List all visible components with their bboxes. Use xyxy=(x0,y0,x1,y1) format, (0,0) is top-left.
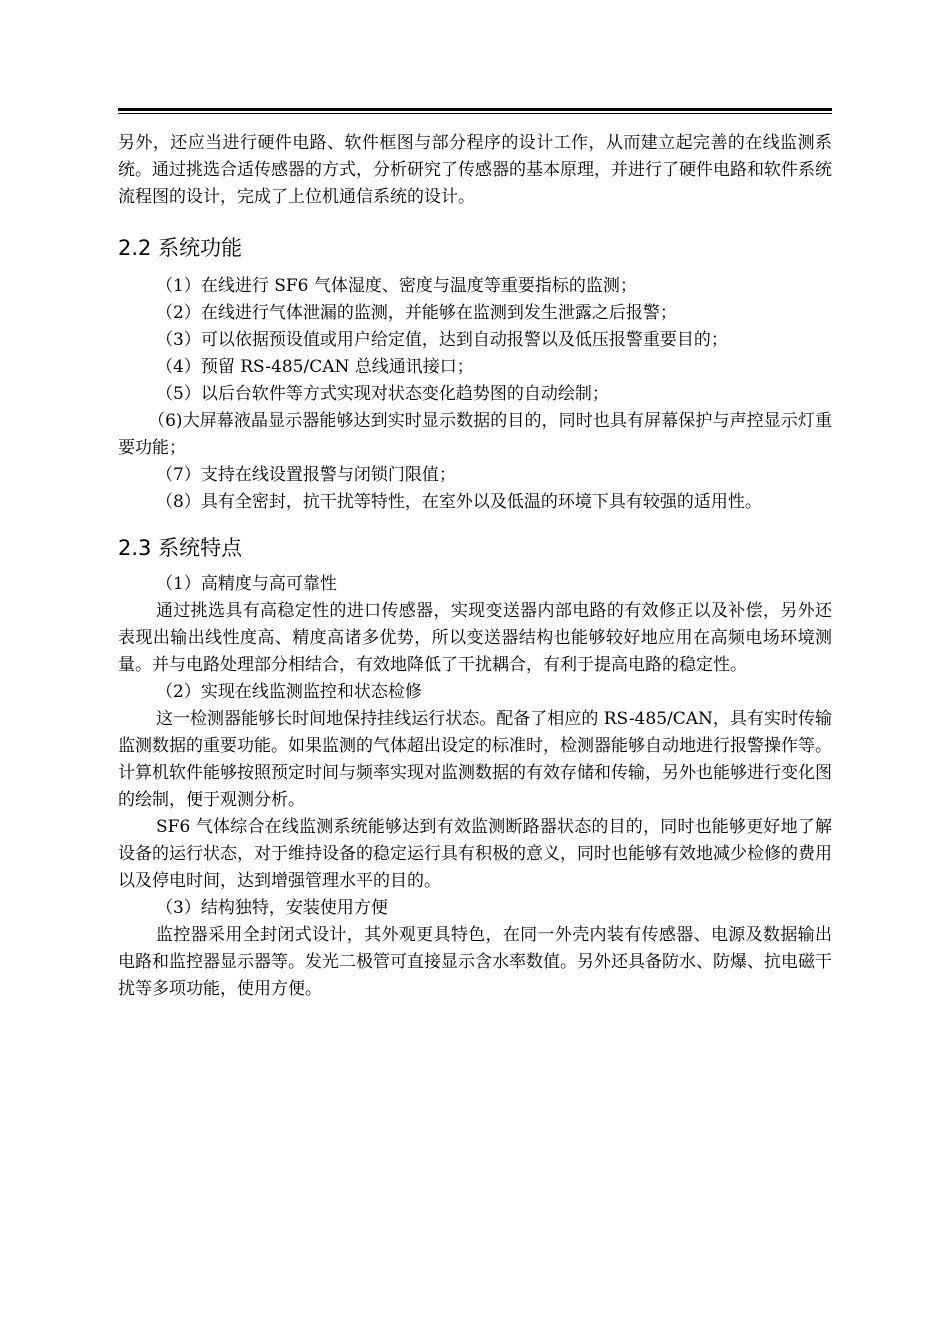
intro-paragraph: 另外，还应当进行硬件电路、软件框图与部分程序的设计工作，从而建立起完善的在线监测系统。通过挑选合适传感器的方式，分析研究了传感器的基本原理，并进行了硬件电路和软件系统流程图的设计，完成了上位机通信系统的设计。 xyxy=(118,133,832,207)
feature-paragraph-4: 监控器采用全封闭式设计，其外观更具特色，在同一外壳内装有传感器、电源及数据输出电路和监控器显示器等。发光二极管可直接显示含水率数值。另外还具备防水、防爆、抗电磁干扰等多项功能，使用方便。 xyxy=(118,925,832,999)
section-2-3-heading: 2.3 系统特点 xyxy=(118,536,243,560)
feature-subheading-3: （3）结构独特，安装使用方便 xyxy=(156,898,388,918)
section-2-2-heading: 2.2 系统功能 xyxy=(118,236,243,260)
function-item-2: （2）在线进行气体泄漏的监测，并能够在监测到发生泄露之后报警； xyxy=(156,303,677,323)
function-item-1: （1）在线进行 SF6 气体湿度、密度与温度等重要指标的监测； xyxy=(156,276,637,296)
function-item-4: （4）预留 RS-485/CAN 总线通讯接口； xyxy=(156,357,474,377)
function-item-3: （3）可以依据预设值或用户给定值，达到自动报警以及低压报警重要目的； xyxy=(156,330,728,350)
feature-paragraph-1: 通过挑选具有高稳定性的进口传感器，实现变送器内部电路的有效修正以及补偿，另外还表现出输出线性度高、精度高诸多优势，所以变送器结构也能够较好地应用在高频电场环境测量。并与电路处理部分相结合，有效地降低了干扰耦合，有利于提高电路的稳定性。 xyxy=(118,601,832,675)
function-item-6: （6)大屏幕液晶显示器能够达到实时显示数据的目的，同时也具有屏幕保护与声控显示灯重要功能； xyxy=(118,411,832,458)
header-rule-thick xyxy=(118,108,832,111)
feature-subheading-2: （2）实现在线监测监控和状态检修 xyxy=(156,682,422,702)
feature-paragraph-2: 这一检测器能够长时间地保持挂线运行状态。配备了相应的 RS-485/CAN，具有实时传输监测数据的重要功能。如果监测的气体超出设定的标准时，检测器能够自动地进行报警操作等。计算机软件能够按照预定时间与频率实现对监测数据的有效存储和传输，另外也能够进行变化图的绘制，便于观测分析。 xyxy=(118,709,832,810)
feature-subheading-1: （1）高精度与高可靠性 xyxy=(156,574,337,594)
document-body xyxy=(118,130,832,1003)
function-item-7: （7）支持在线设置报警与闭锁门限值； xyxy=(156,465,456,485)
function-item-8: （8）具有全密封，抗干扰等特性，在室外以及低温的环境下具有较强的适用性。 xyxy=(156,492,762,512)
header-rule xyxy=(118,108,832,114)
function-item-5: （5）以后台软件等方式实现对状态变化趋势图的自动绘制； xyxy=(156,384,609,404)
header-rule-thin xyxy=(118,113,832,114)
feature-paragraph-3: SF6 气体综合在线监测系统能够达到有效监测断路器状态的目的，同时也能够更好地了解设备的运行状态，对于维持设备的稳定运行具有积极的意义，同时也能够有效地减少检修的费用以及停电时间，达到增强管理水平的目的。 xyxy=(118,817,832,891)
